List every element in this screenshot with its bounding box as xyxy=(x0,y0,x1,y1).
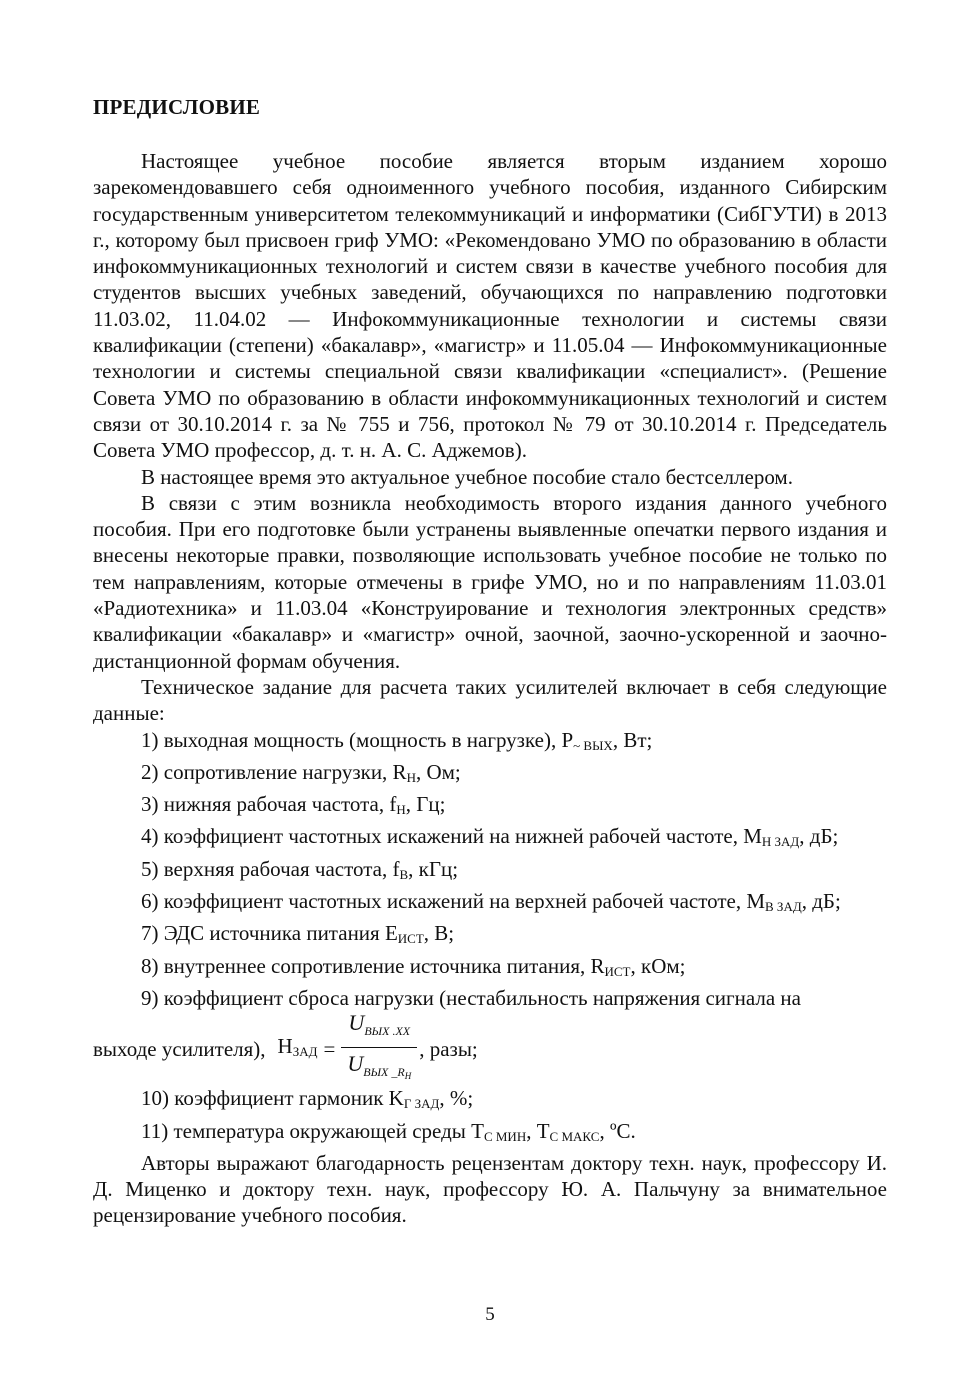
paragraph-technical-task: Техническое задание для расчета таких усилителей включает в себя следующие данные: xyxy=(93,674,887,726)
fraction-bar xyxy=(341,1047,417,1048)
formula-numerator: $U_{ВЫХ .XX}$ xyxy=(348,1009,411,1038)
list-item-upper-distortion: 6) коэффициент частотных искажений на верхней рабочей частоте, $M_{В ЗАД}$, дБ; xyxy=(141,889,841,915)
page-number: 5 xyxy=(485,1304,495,1325)
paragraph-second-edition: В связи с этим возникла необходимость второго издания данного учебного пособия. При его подготовке были устранены выявленные опечатки первого издания и внесены некоторые правки, позволяющие использовать учебное пособие не только по тем направлениям, которые отмечены в грифе УМО, но и по направлениям 11.03.01 «Радиотехника» и 11.03.04 «Конструирование и технология электронных средств» квалификации «бакалавр» и «магистр» очной, заочной, заочно-ускоренной и заочно-дистанционной формам обучения. xyxy=(93,490,887,673)
list-item-upper-frequency: 5) верхняя рабочая частота, $f_В$, кГц; xyxy=(141,856,459,882)
list-item-load-dump: 9) коэффициент сброса нагрузки (нестабильность напряжения сигнала на xyxy=(141,985,801,1010)
paragraph-acknowledgements: Авторы выражают благодарность рецензентам доктору техн. наук, профессору И. Д. Миценко и доктору техн. наук, профессору Ю. А. Пальчуну за внимательное рецензирование учебного пособия. xyxy=(93,1150,887,1228)
list-item-supply-resistance: 8) внутреннее сопротивление источника питания, $R_{ИСТ}$, кОм; xyxy=(141,953,686,979)
paragraph-bestseller: В настоящее время это актуальное учебное пособие стало бестселлером. xyxy=(141,464,793,489)
formula-lhs: $H_{ЗАД}$ xyxy=(277,1034,318,1060)
body-text xyxy=(93,148,887,1229)
formula-prefix: выходе усилителя), xyxy=(93,1037,266,1062)
list-item-output-power: 1) выходная мощность (мощность в нагрузке), $P_{\sim ВЫХ}$, Вт; xyxy=(141,727,653,753)
list-item-load-resistance: 2) сопротивление нагрузки, $R_Н$, Ом; xyxy=(141,759,461,785)
formula-denominator: $U_{ВЫХ \_R_H}$ xyxy=(347,1050,412,1081)
formula-equals: = xyxy=(323,1037,336,1062)
load-dump-formula-line xyxy=(93,1009,887,1081)
load-dump-formula xyxy=(278,1010,418,1089)
list-item-harmonics: 10) коэффициент гармоник $K_{Г ЗАД}$, %; xyxy=(141,1086,474,1112)
formula-suffix: , разы; xyxy=(419,1037,478,1062)
list-item-supply-emf: 7) ЭДС источника питания $E_{ИСТ}$, В; xyxy=(141,921,455,947)
section-heading: ПРЕДИСЛОВИЕ xyxy=(93,95,261,119)
list-item-temperature: 11) температура окружающей среды $T_{С МИН}$, $T_{С МАКС}$, ºС. xyxy=(141,1118,636,1144)
list-item-lower-distortion: 4) коэффициент частотных искажений на нижней рабочей частоте, $M_{Н ЗАД}$, дБ; xyxy=(141,824,839,850)
paragraph-intro: Настоящее учебное пособие является вторым изданием хорошо зарекомендовавшего себя одноименного учебного пособия, изданного Сибирским государственным университетом телекоммуникаций и информатики (СибГУТИ) в 2013 г., которому был присвоен гриф УМО: «Рекомендовано УМО по образованию в области инфокоммуникационных технологий и систем связи в качестве учебного пособия для студентов высших учебных заведений, обучающихся по направлению подготовки 11.03.02, 11.04.02 — Инфокоммуникационные технологии и системы связи квалификации (степени) «бакалавр», «магистр» и 11.05.04 — Инфокоммуникационные технологии и системы специальной связи квалификации «специалист». (Решение Совета УМО по образованию в области инфокоммуникационных технологий и систем связи от 30.10.2014 г. за № 755 и 756, протокол № 79 от 30.10.2014 г. Председатель Совета УМО профессор, д. т. н. А. С. Аджемов). xyxy=(93,149,887,463)
formula-fraction xyxy=(341,1010,417,1089)
list-item-lower-frequency: 3) нижняя рабочая частота, $f_Н$, Гц; xyxy=(141,792,446,818)
